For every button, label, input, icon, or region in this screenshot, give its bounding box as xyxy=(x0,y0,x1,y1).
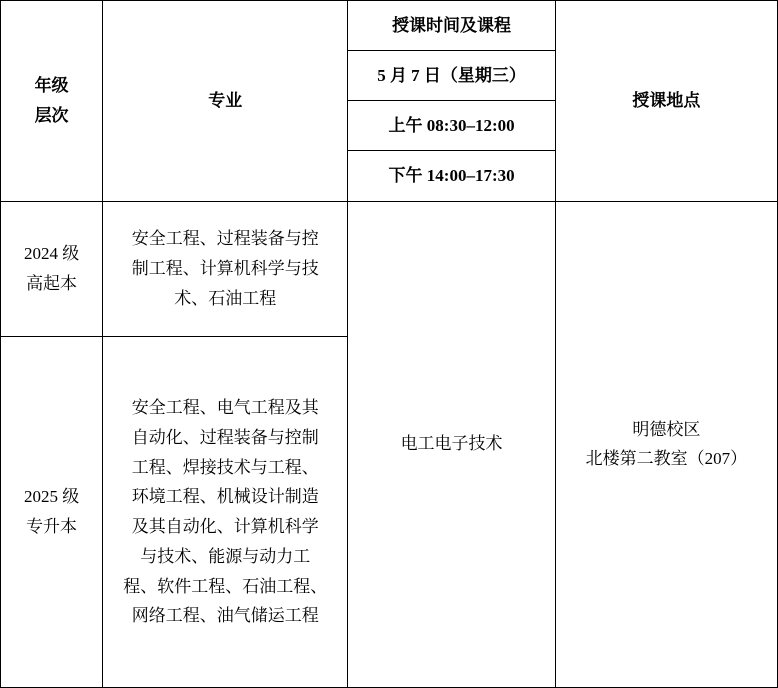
course-name: 电工电子技术 xyxy=(348,201,555,688)
table-header-row-1 xyxy=(1,1,778,51)
major-line: 工程、焊接技术与工程、 xyxy=(131,457,319,477)
major-line: 安全工程、电气工程及其 xyxy=(131,398,319,418)
table-row xyxy=(1,201,778,337)
header-place: 授课地点 xyxy=(555,1,777,202)
major-line: 术、石油工程 xyxy=(174,288,277,308)
row-major-2024 xyxy=(103,201,348,337)
place-line-2: 北楼第二教室（207） xyxy=(585,449,748,469)
header-grade-line-2: 层次 xyxy=(34,105,69,125)
row-grade-line-2: 专升本 xyxy=(26,517,78,537)
row-grade-2025 xyxy=(1,337,103,688)
row-grade-line-1: 2024 级 xyxy=(23,244,80,264)
header-grade-level xyxy=(1,1,103,202)
header-grade-line-1: 年级 xyxy=(34,76,69,95)
header-slot-morning: 上午 08:30–12:00 xyxy=(348,101,555,151)
place-line-1: 明德校区 xyxy=(632,419,701,439)
major-line: 环境工程、机械设计制造 xyxy=(131,487,319,507)
major-line: 制工程、计算机科学与技 xyxy=(131,259,319,279)
major-line: 网络工程、油气储运工程 xyxy=(131,606,319,626)
row-major-2025 xyxy=(103,337,348,688)
major-line: 安全工程、过程装备与控 xyxy=(131,229,319,249)
major-line: 及其自动化、计算机科学 xyxy=(131,517,319,537)
major-line: 程、软件工程、石油工程、 xyxy=(123,576,328,596)
row-grade-line-1: 2025 级 xyxy=(23,487,80,507)
row-grade-line-2: 高起本 xyxy=(26,273,78,293)
header-major: 专业 xyxy=(103,1,348,202)
major-line: 自动化、过程装备与控制 xyxy=(131,427,319,447)
header-slot-afternoon: 下午 14:00–17:30 xyxy=(348,151,555,201)
header-date: 5 月 7 日（星期三） xyxy=(348,51,555,101)
row-grade-2024 xyxy=(1,201,103,337)
header-time-group: 授课时间及课程 xyxy=(348,1,555,51)
place-value xyxy=(555,201,777,688)
major-line: 与技术、能源与动力工 xyxy=(140,546,311,566)
